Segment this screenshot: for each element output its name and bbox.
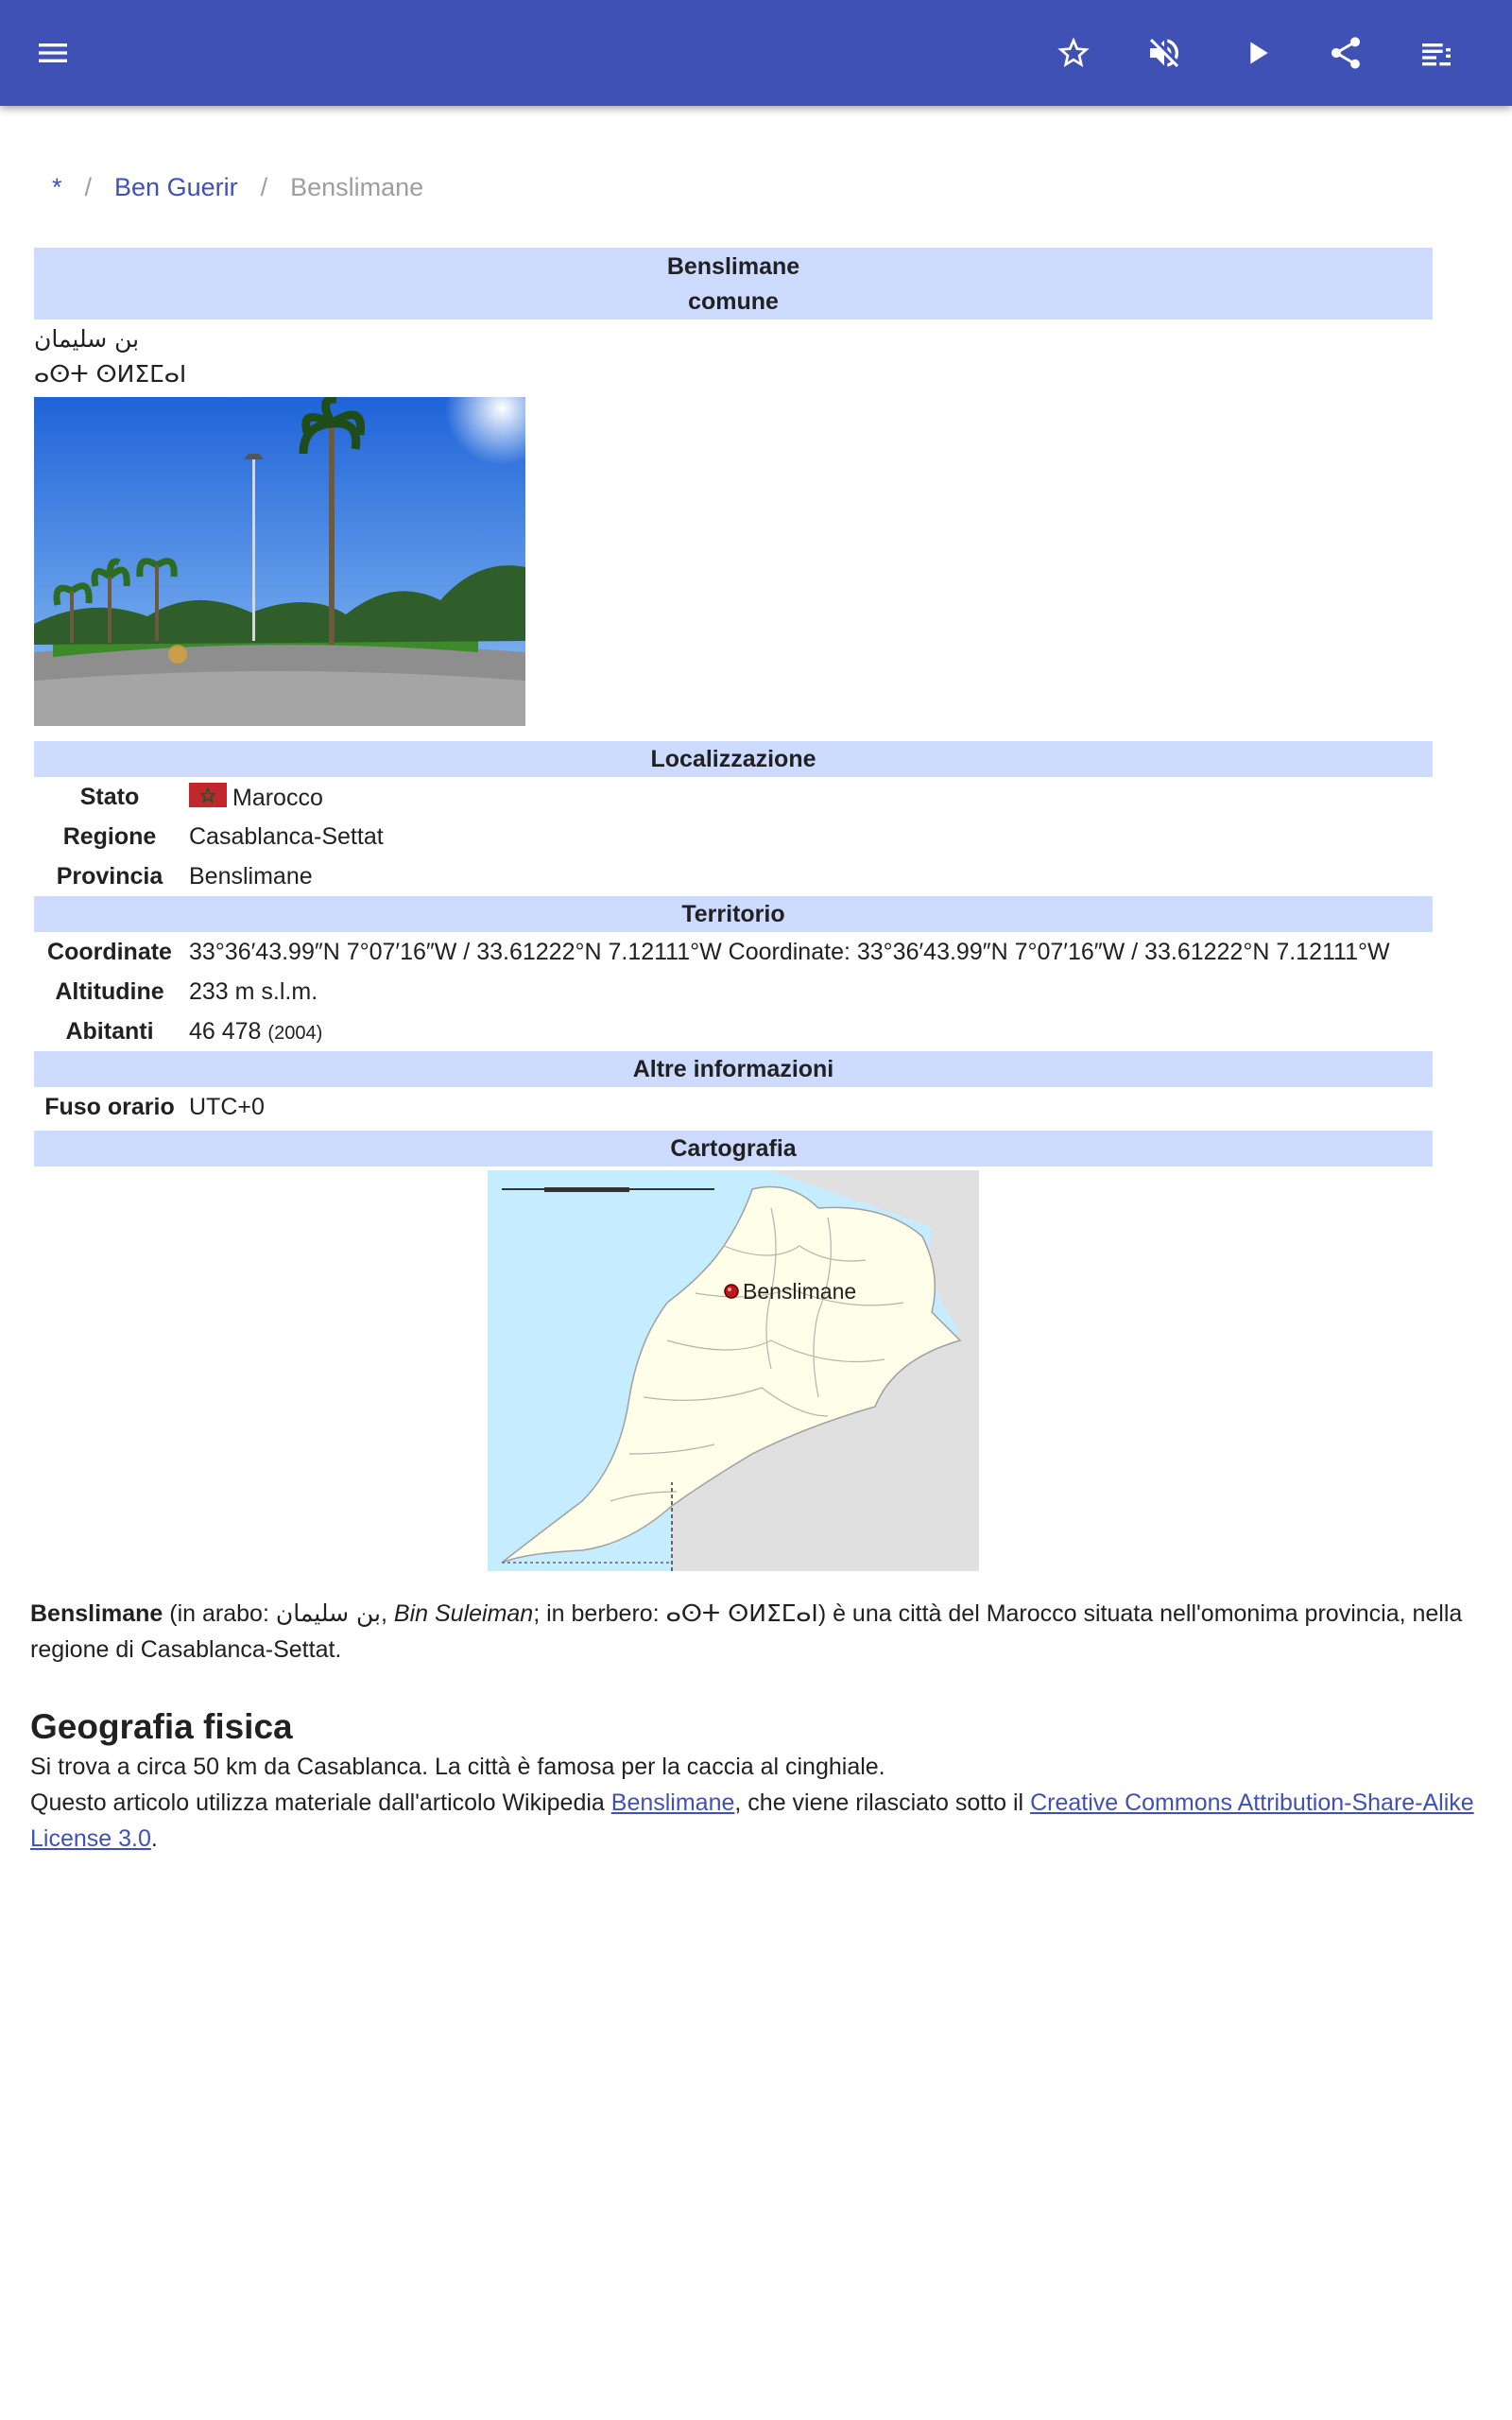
- section-header-territory: Territorio: [34, 896, 1433, 932]
- native-name-berber: ⴰⵙⵜ ⵙⵍⵉⵎⴰⵏ: [34, 360, 187, 388]
- map-container: [34, 1167, 1433, 1571]
- section-heading-geography: Geografia fisica: [30, 1707, 293, 1746]
- lead-text: ) è una città del Marocco situata nell'omonima provincia, nella regione di Casablanca-Settat.: [30, 1600, 1463, 1663]
- lead-text: (in arabo:: [163, 1600, 276, 1627]
- infobox-title: [34, 248, 1433, 320]
- breadcrumb-parent-link[interactable]: Ben Guerir: [114, 172, 238, 201]
- section-header-other: Altre informazioni: [34, 1051, 1433, 1087]
- row-label: Stato: [79, 783, 140, 810]
- section-header-cartography: Cartografia: [34, 1131, 1433, 1167]
- row-label: Altitudine: [55, 977, 164, 1005]
- lead-text: ; in berbero:: [533, 1600, 666, 1627]
- playlist-button[interactable]: [1408, 25, 1465, 81]
- row-label: Abitanti: [65, 1017, 154, 1045]
- attribution-text: , che viene rilasciato sotto il: [734, 1789, 1031, 1816]
- play-icon: [1238, 34, 1276, 72]
- infobox-native-names: [34, 320, 1433, 397]
- share-icon: [1327, 34, 1365, 72]
- lead-paragraph: [30, 1596, 1486, 1668]
- row-abitanti: [34, 1011, 1433, 1051]
- population-year: (2004): [267, 1022, 323, 1044]
- row-value: Benslimane: [189, 862, 313, 890]
- attribution-text: .: [150, 1825, 158, 1852]
- lead-text: ,: [381, 1600, 394, 1627]
- article-body: [30, 1596, 1486, 1857]
- breadcrumb: [52, 168, 423, 206]
- map-marker-label: Benslimane: [743, 1279, 857, 1304]
- playlist-icon: [1418, 34, 1455, 72]
- license-link[interactable]: Creative Commons Attribution-Share-Alike License 3.0: [30, 1789, 1474, 1852]
- row-value: [185, 783, 1433, 812]
- geography-paragraph: Si trova a circa 50 km da Casablanca. La città è famosa per la caccia al cinghiale.: [30, 1754, 885, 1780]
- row-label: Provincia: [56, 862, 163, 890]
- infobox: [34, 248, 1433, 1571]
- row-value: 233 m s.l.m.: [189, 977, 318, 1005]
- row-coordinate: [34, 932, 1433, 972]
- city-marker-icon: [725, 1285, 738, 1298]
- lead-arabic: بن سليمان: [275, 1599, 381, 1627]
- breadcrumb-separator: /: [260, 172, 268, 201]
- infobox-type: comune: [688, 288, 779, 315]
- row-altitudine: [34, 972, 1433, 1011]
- attribution-note: [30, 1785, 1486, 1857]
- row-stato: [34, 777, 1433, 817]
- row-label: Coordinate: [47, 938, 172, 965]
- bookmark-button[interactable]: [1045, 25, 1102, 81]
- share-button[interactable]: [1317, 25, 1374, 81]
- row-regione: [34, 817, 1433, 856]
- lead-name: Benslimane: [30, 1600, 163, 1627]
- lead-translit: Bin Suleiman: [393, 1600, 534, 1627]
- attribution-text: Questo articolo utilizza materiale dall'articolo Wikipedia: [30, 1789, 611, 1816]
- row-fuso-orario: [34, 1087, 1433, 1127]
- app-bar: [0, 0, 1512, 106]
- morocco-flag-icon: [189, 783, 227, 807]
- wikipedia-source-link[interactable]: Benslimane: [610, 1789, 735, 1816]
- menu-icon: [34, 34, 72, 72]
- row-label: Fuso orario: [44, 1093, 175, 1120]
- infobox-name: Benslimane: [666, 253, 800, 280]
- star-outline-icon: [1055, 34, 1092, 72]
- row-value: UTC+0: [189, 1093, 265, 1120]
- location-map[interactable]: [488, 1170, 979, 1571]
- country-link[interactable]: Marocco: [232, 784, 323, 811]
- city-photo[interactable]: [34, 397, 525, 726]
- row-label: Regione: [62, 822, 157, 850]
- breadcrumb-separator: /: [84, 172, 93, 201]
- population-value: 46 478: [189, 1017, 262, 1045]
- native-name-arabic: بن سليمان: [34, 325, 140, 353]
- row-value: [185, 1018, 1433, 1046]
- breadcrumb-current: Benslimane: [290, 172, 424, 201]
- row-value: Casablanca-Settat: [189, 822, 384, 850]
- breadcrumb-root-link[interactable]: *: [52, 172, 62, 201]
- mute-button[interactable]: [1136, 25, 1193, 81]
- play-button[interactable]: [1228, 25, 1285, 81]
- coordinate-link[interactable]: 33°36′43.99″N 7°07′16″W / 33.61222°N 7.12111°W Coordinate: 33°36′43.99″N 7°07′16″W / 33.61222°N 7.12111°W: [189, 938, 1390, 965]
- section-header-localization: Localizzazione: [34, 741, 1433, 777]
- menu-button[interactable]: [25, 25, 81, 81]
- row-provincia: [34, 856, 1433, 896]
- volume-off-icon: [1145, 34, 1183, 72]
- lead-berber: ⴰⵙⵜ ⵙⵍⵉⵎⴰⵏ: [665, 1599, 818, 1627]
